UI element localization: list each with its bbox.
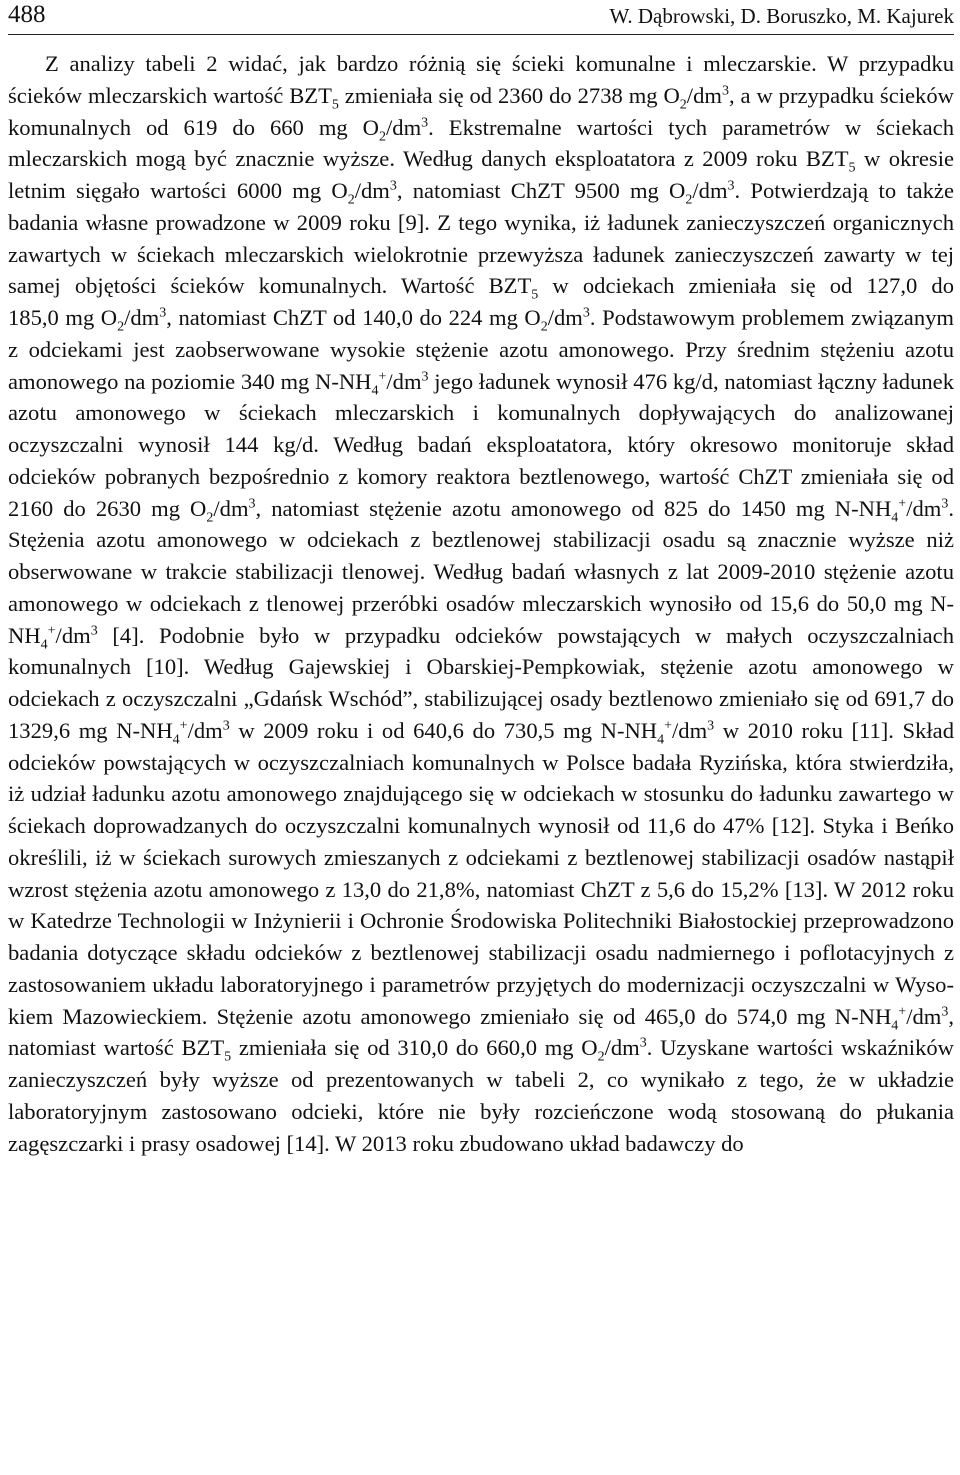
body-text [8,48,954,1159]
body-paragraph: Z analizy tabeli 2 widać, jak bardzo różnią się ścieki komunalne i mleczarskie. W przypadku ścieków mleczarskich wartość $BZT_5$ zmieniała się od 2360 do 2738 mg $O_2/dm^3$, a w przypadku ścieków komunalnych od 619 do 660 mg $O_2/dm^3$. Ekstremalne wartości tych parametrów w ściekach mleczarskich mogą być znacznie wyższe. Według danych eksploatatora z 2009 roku $BZT_5$ w okresie letnim sięgało wartości 6000 mg $O_2/dm^3$, natomiast ChZT 9500 mg $O_2/dm^3$. Potwierdzają to także badania własne prowadzone w 2009 roku [9]. Z tego wynika, iż ładunek zanieczyszczeń organicznych zawartych w ściekach mleczarskich wielokrotnie przewyższa ładunek zanieczyszczeń zawarty w tej samej objętości ścieków komunalnych. Wartość $BZT_5$ w odciekach zmieniała się od 127,0 do 185,0 mg $O_2/dm^3$, natomiast ChZT od 140,0 do 224 mg $O_2/dm^3$. Podstawowym problemem związanym z odciekami jest zaobserwowane wysokie stężenie azotu amonowego. Przy średnim stężeniu azotu amonowego na poziomie 340 mg $N-NH_4^+/dm^3$ jego ładunek wynosił 476 kg/d, natomiast łączny ładunek azotu amonowego w ściekach mleczarskich i komunalnych dopływających do analizowanej oczyszczalni wynosił 144 kg/d. Według badań eksploatatora, który okresowo monitoruje skład odcieków pobranych bezpośrednio z komory reaktora beztlenowego, wartość ChZT zmieniała się od 2160 do 2630 mg $O_2/dm^3$, natomiast stężenie azotu amonowego od 825 do 1450 mg $N-NH_4^+/dm^3$. Stężenia azotu amonowego w odciekach z beztlenowej stabilizacji osadu są znacznie wyższe niż obserwowane w trakcie stabilizacji tlenowej. Według badań własnych z lat 2009-2010 stężenie azotu amonowego w odciekach z tlenowej przeróbki osadów mleczarskich wynosiło od 15,6 do 50,0 mg $N-NH_4^+/dm^3$ [4]. Podobnie było w przypadku odcieków powstających w małych oczyszczalniach komunalnych [10]. Według Gajewskiej i Obarskiej-Pempkowiak, stężenie azotu amonowego w odciekach z oczyszczalni „Gdańsk Wschód”, stabilizującej osady beztlenowo zmieniało się od 691,7 do 1329,6 mg $N-NH_4^+/dm^3$ w 2009 roku i od 640,6 do 730,5 mg $N-NH_4^+/dm^3$ w 2010 roku [11]. Skład odcieków powstających w oczyszczalniach komunalnych w Polsce badała Ryzińska, która stwierdziła, iż udział ładunku azotu amonowego znajdującego się w odciekach w stosunku do ładunku zawartego w ściekach doprowadzanych do oczyszczalni komunalnych wynosił od 11,6 do 47% [12]. Styka i Beńko określili, iż w ściekach surowych zmieszanych z odciekami z beztlenowej stabilizacji osadów nastąpił wzrost stężenia azotu amonowego z 13,0 do 21,8%, natomiast ChZT z 5,6 do 15,2% [13]. W 2012 roku w Katedrze Technologii w Inżynierii i Ochronie Środowiska Politechniki Białostockiej przeprowadzono badania dotyczące składu odcieków z beztlenowej stabilizacji osadu nadmiernego i poflotacyjnych z zastosowaniem układu laboratoryjnego i parametrów przyjętych do modernizacji oczyszczalni w Wysokiem Mazowieckiem. Stężenie azotu amonowego zmieniało się od 465,0 do 574,0 mg $N-NH_4^+/dm^3$, natomiast wartość $BZT_5$ zmieniała się od 310,0 do 660,0 mg $O_2/dm^3$. Uzyskane wartości wskaźników zanieczyszczeń były wyższe od prezentowanych w tabeli 2, co wynikało z tego, że w układzie laboratoryjnym zastosowano odcieki, które nie były rozcieńczone wodą stosowaną do płukania zagęszczarki i prasy osadowej [14]. W 2013 roku zbudowano układ badawczy do [8,51,955,1156]
page-header [8,0,954,36]
header-rule [8,34,954,35]
running-head-authors: W. Dąbrowski, D. Boruszko, M. Kajurek [609,4,954,28]
document-page [8,0,954,1159]
page-number: 488 [8,1,46,28]
